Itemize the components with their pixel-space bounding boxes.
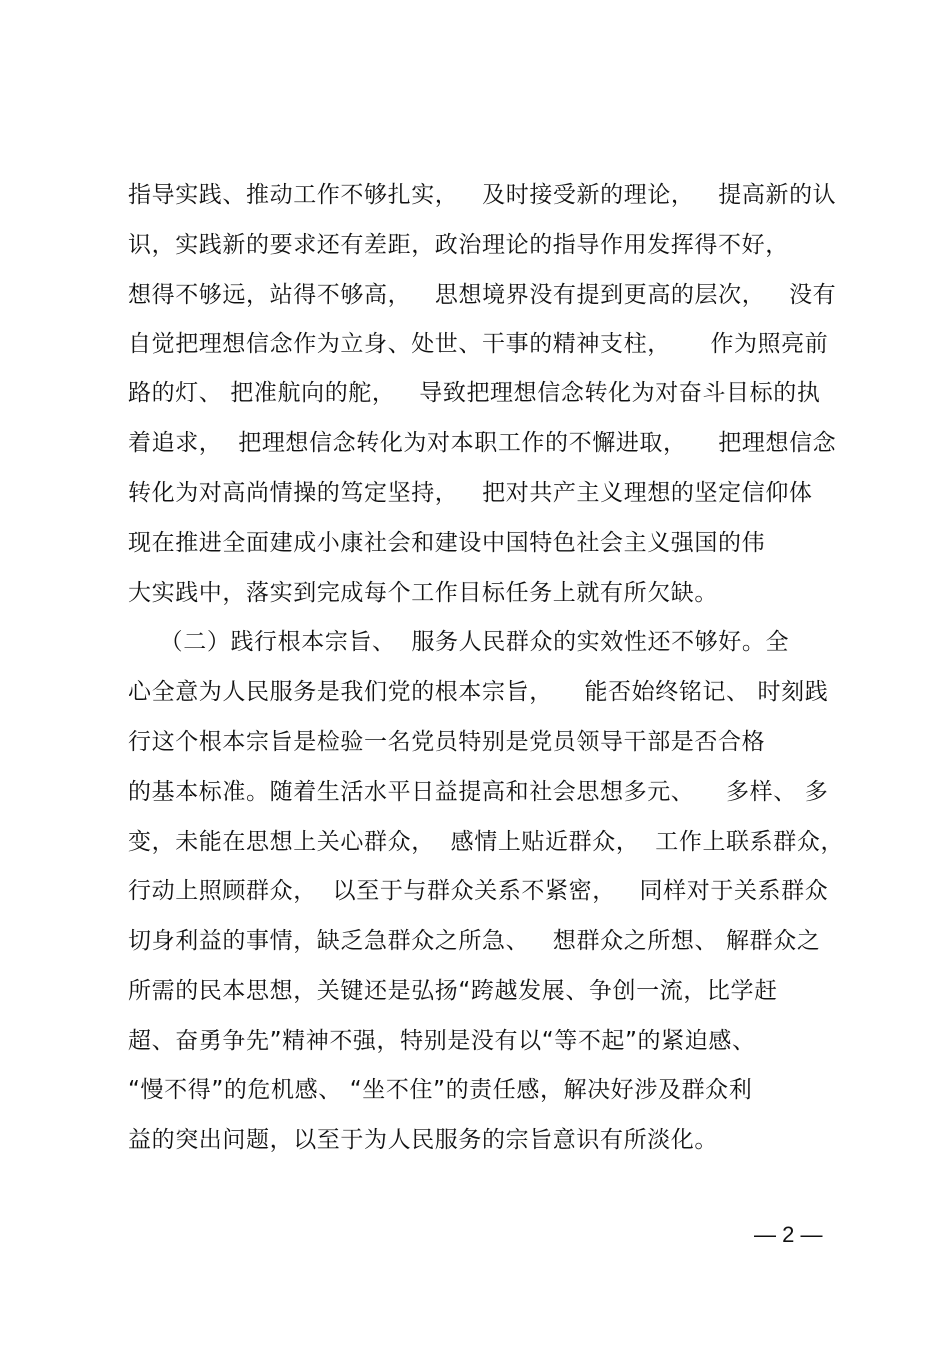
text-line: 切身利益的事情，缺乏急群众之所急、 想群众之所想、 解群众之	[128, 928, 821, 954]
text-line: 行这个根本宗旨是检验一名党员特别是党员领导干部是否合格	[128, 729, 766, 755]
text-line: 的基本标准。随着生活水平日益提高和社会思想多元、 多样、 多	[128, 779, 829, 805]
text-line: 大实践中，落实到完成每个工作目标任务上就有所欠缺。	[128, 580, 718, 606]
text-line: 超、奋勇争先”精神不强，特别是没有以“等不起”的紧迫感、	[128, 1028, 756, 1054]
text-line: 想得不够远，站得不够高， 思想境界没有提到更高的层次， 没有	[128, 282, 837, 308]
text-line: 所需的民本思想，关键还是弘扬“跨越发展、争创一流，比学赶	[128, 978, 778, 1004]
text-line: （二）践行根本宗旨、 服务人民群众的实效性还不够好。全	[128, 629, 790, 655]
text-line: 识，实践新的要求还有差距，政治理论的指导作用发挥得不好，	[128, 232, 789, 258]
text-line: “慢不得”的危机感、 “坐不住”的责任感，解决好涉及群众利	[128, 1077, 753, 1103]
text-line: 现在推进全面建成小康社会和建设中国特色社会主义强国的伟	[128, 530, 766, 556]
page-number: — 2 —	[754, 1222, 823, 1247]
text-line: 路的灯、 把准航向的舵， 导致把理想信念转化为对奋斗目标的执	[128, 380, 821, 406]
text-line: 着追求， 把理想信念转化为对本职工作的不懈进取， 把理想信念	[128, 430, 837, 456]
text-line: 转化为对高尚情操的笃定坚持， 把对共产主义理想的坚定信仰体	[128, 480, 813, 506]
text-line: 心全意为人民服务是我们党的根本宗旨， 能否始终铭记、 时刻践	[128, 679, 829, 705]
text-line: 指导实践、推动工作不够扎实， 及时接受新的理论， 提高新的认	[128, 182, 837, 208]
text-line: 行动上照顾群众， 以至于与群众关系不紧密， 同样对于关系群众	[128, 878, 829, 904]
text-line: 变，未能在思想上关心群众， 感情上贴近群众， 工作上联系群众，	[128, 829, 845, 855]
text-line: 自觉把理想信念作为立身、处世、干事的精神支柱， 作为照亮前	[128, 331, 829, 357]
text-line: 益的突出问题，以至于为人民服务的宗旨意识有所淡化。	[128, 1127, 718, 1153]
